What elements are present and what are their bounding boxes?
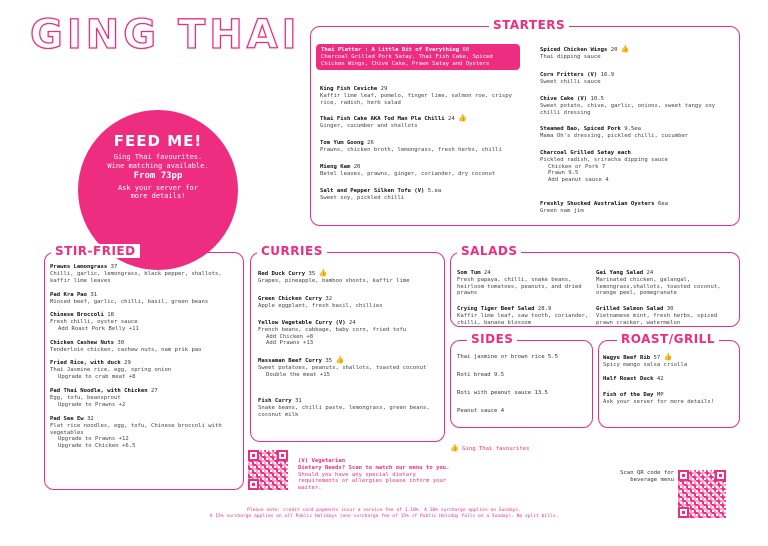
- thumbs-up-icon: 👍: [458, 114, 467, 122]
- salads-title: SALADS: [457, 244, 521, 258]
- menu-item: Thai Fish Cake AKA Tod Man Pla Chilli 24 👍 Ginger, cucumber and shallots: [320, 114, 467, 129]
- menu-item: Fried Rice, with duck 29 Thai Jasmine rice, egg, spring onion Upgrade to crab meat +8: [50, 360, 172, 380]
- menu-item: Spiced Chicken Wings 20 👍 Thai dipping sauce: [540, 45, 630, 60]
- feed-line-1: Ging Thai favourites.: [113, 153, 203, 161]
- starters-title: STARTERS: [489, 18, 569, 32]
- menu-item: Tom Yum Goong 26 Prawns, chicken broth, lemongrass, fresh herbs, chilli: [320, 140, 502, 153]
- menu-item: Steamed Bao, Spiced Pork 9.5ea Mama Oh's dressing, pickled chilli, cucumber: [540, 126, 689, 139]
- side-item: Thai jasmine or brown rice 5.5: [457, 354, 559, 360]
- qr-finder-icon: [715, 470, 726, 481]
- menu-item: Chive Cake (V) 10.5 Sweet potato, chive, garlic, onions, sweet tangy soy chilli dressing: [540, 96, 716, 116]
- thai-platter-highlight: Thai Platter : A Little Bit of Everything 60 Charcoal Grilled Pork Satay, Thai Fish Cake, Spiced Chicken Wings, Chive Cake, Prawn Satay and Oysters: [316, 44, 520, 70]
- dietary-info: (V) Vegetarian Dietary Needs? Scan to match our menu to you. Should you have any special dietary requirements or allergies please inform your waiter.: [298, 458, 450, 492]
- curries-title: CURRIES: [257, 244, 327, 258]
- thumbs-up-icon: 👍: [663, 353, 673, 361]
- menu-item: Charcoal Grilled Satay each Pickled radish, sriracha dipping sauce Chicken or Pork 7 Prawn 9.5 Add peanut sauce 4: [540, 150, 668, 184]
- qr-finder-icon: [678, 470, 689, 481]
- menu-item: Mieng Kam 20 Betel leaves, prawns, ginger, coriander, dry coconut: [320, 164, 496, 177]
- side-item: Roti bread 9.5: [457, 372, 505, 378]
- qr-finder-icon: [248, 479, 259, 490]
- logo: GING THAI: [30, 12, 301, 58]
- footer-note: Please note: credit card payments incur a service fee of 1.10%. A 10% surcharge applies on Sundays. A 15% surcharge applies on all Public Holidays (one surcharge fee of 15% if Public Holiday falls on a Sunday). No split bills.: [209, 508, 559, 519]
- menu-item: Gai Yang Salad 24 Marinated chicken, galangal, lemongrass,shallots, toasted coconut, orange peel, pomegranate: [596, 270, 721, 297]
- menu-item: Yellow Vegetable Curry (V) 24 French beans, cabbage, baby corn, fried tofu Add Chicken +8 Add Prawns +13: [258, 320, 407, 347]
- menu-item: Som Tum 24 Fresh papaya, chilli, snake beans, heirloom tomatoes, peanuts, and dried prawns: [457, 270, 582, 297]
- feed-me-title: FEED ME!: [113, 132, 203, 150]
- feed-line-3: Ask your server for: [117, 183, 199, 192]
- menu-item: Red Duck Curry 35 👍 Grapes, pineapple, bamboo shoots, kaffir lime: [258, 269, 410, 284]
- qr-finder-icon: [248, 450, 259, 461]
- roast-grill-title: ROAST/GRILL: [617, 332, 719, 346]
- thumbs-up-icon: 👍: [335, 356, 345, 364]
- menu-item: Pad Thai Noodle, with Chicken 27 Egg, tofu, beansprout Upgrade to Prawns +2: [50, 388, 158, 408]
- qr-finder-icon: [277, 450, 288, 461]
- side-item: Roti with peanut sauce 13.5: [457, 390, 548, 396]
- scan-beverage-text: Scan QR code for beverage menu: [620, 470, 674, 483]
- stir-fried-title: STIR-FRIED: [51, 244, 140, 258]
- side-item: Peanut sauce 4: [457, 408, 505, 414]
- menu-item: Crying Tiger Beef Salad 28.9 Kaffir lime leaf, saw tooth, coriander, chilli, banana blossom: [457, 306, 589, 326]
- menu-item: Half Roast Duck 42: [603, 376, 664, 382]
- favourites-legend: 👍 Ging Thai favourites: [450, 444, 530, 452]
- menu-item: Prawns Lemongrass 37 Chilli, garlic, lemongrass, black pepper, shallots, kaffir lime leaves: [50, 264, 222, 284]
- menu-item: Wagyu Beef Rib 57 👍 Spicy mango salsa criolla: [603, 353, 688, 368]
- menu-item: Pad Kra Pao 31 Minced beef, garlic, chilli, basil, green beans: [50, 292, 209, 305]
- feed-line-4: more details!: [130, 192, 186, 200]
- thumbs-up-icon: 👍: [620, 45, 630, 53]
- menu-item: Freshly Shucked Australian Oysters 6ea Green nam jim: [540, 201, 668, 214]
- menu-item: Pad See Ew 32 Flat rice noodles, egg, tofu, Chinese broccoli with vegetables Upgrade to Prawns +12 Upgrade to Chicken +6.5: [50, 416, 222, 450]
- menu-item: Corn Fritters (V) 16.9 Sweet chilli sauce: [540, 72, 615, 85]
- feed-price: From 73pp: [133, 171, 183, 181]
- menu-item: Salt and Pepper Silken Tofu (V) 5.ea Sweet soy, pickled chilli: [320, 188, 442, 201]
- menu-item: Grilled Salmon Salad 30 Vietnamese mint, fresh herbs, spiced prawn cracker, watermelon: [596, 306, 718, 326]
- thumbs-up-icon: 👍: [318, 269, 328, 277]
- thumbs-up-icon: 👍: [450, 444, 459, 452]
- menu-item: King Fish Ceviche 29 Kaffir lime leaf, pomelo, finger lime, salmon roe, crispy rice, radish, herb salad: [320, 86, 512, 106]
- menu-item: Chinese Broccoli 18 Fresh chilli, oyster sauce Add Roast Pork Belly +11: [50, 312, 139, 332]
- menu-item: Fish Curry 31 Snake beans, chilli paste, lemongrass, green beans, coconut milk: [258, 398, 430, 418]
- menu-item: Chicken Cashew Nuts 30 Tenderloin chicken, cashew nuts, nam prik pao: [50, 340, 202, 353]
- menu-item: Massaman Beef Curry 35 👍 Sweet potatoes, peanuts, shallots, toasted coconut Double the meat +15: [258, 356, 427, 378]
- sides-title: SIDES: [467, 332, 517, 346]
- feed-line-2: Wine matching available.: [107, 161, 209, 170]
- menu-item: Fish of the Day MP Ask your server for more details!: [603, 392, 715, 405]
- menu-item: Green Chicken Curry 32 Apple eggplant, fresh basil, chillies: [258, 296, 383, 309]
